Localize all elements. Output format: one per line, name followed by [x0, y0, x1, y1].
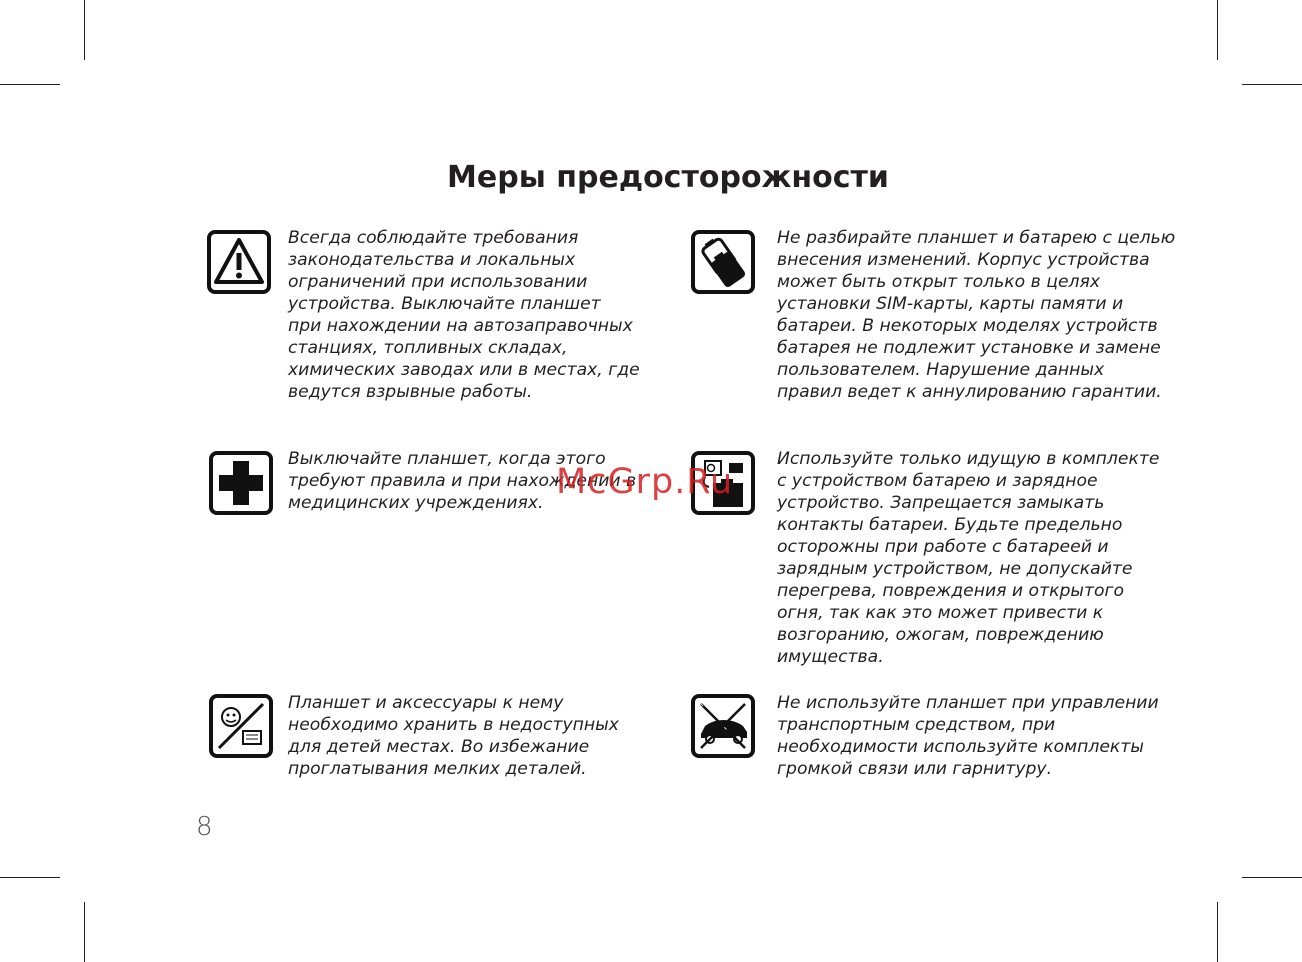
- watermark: McGrp.Ru: [556, 462, 734, 502]
- page-title: Меры предосторожности: [447, 160, 889, 195]
- crop-mark-right-top: [1242, 84, 1302, 85]
- crop-mark-bottom-right: [1217, 902, 1218, 962]
- crop-mark-top-left: [84, 0, 85, 60]
- no-driving-icon: [691, 694, 755, 758]
- medical-cross-icon: [209, 451, 273, 515]
- child-safety-icon: [209, 694, 273, 758]
- warning-triangle-icon: [207, 230, 271, 294]
- crop-mark-left-bottom: [0, 877, 60, 878]
- safety-text-disassembly: Не разбирайте планшет и батарею с целью внесения изменений. Корпус устройства может быть открыт только в целях установки SIM-карты, карты памяти и батареи. В некоторых моделях устройств батарея не подлежит установке и замене пользователем. Нарушение данных правил ведет к аннулированию гарантии.: [777, 228, 1176, 402]
- page-number: 8: [196, 812, 213, 842]
- crop-mark-top-right: [1217, 0, 1218, 60]
- crop-mark-left-top: [0, 84, 60, 85]
- safety-text-battery-charger: Используйте только идущую в комплекте с устройством батарею и зарядное устройство. Запрещается замыкать контакты батареи. Будьте предельно осторожны при работе с батареей и зарядным устройством, не допускайте перегрева, повреждения и открытого огня, так как это может привести к возгоранию, ожогам, повреждению имущества.: [777, 449, 1160, 667]
- crop-mark-right-bottom: [1242, 877, 1302, 878]
- safety-text-children: Планшет и аксессуары к нему необходимо хранить в недоступных для детей местах. Во избежание проглатывания мелких деталей.: [288, 693, 619, 779]
- safety-text-driving: Не используйте планшет при управлении транспортным средством, при необходимости используйте комплекты громкой связи или гарнитуру.: [777, 693, 1159, 779]
- crop-mark-bottom-left: [84, 902, 85, 962]
- safety-text-medical: Выключайте планшет, когда этого требуют правила и при нахождении в медицинских учреждениях.: [288, 449, 637, 513]
- battery-disassembly-icon: [691, 230, 755, 294]
- safety-text-fuel-stations: Всегда соблюдайте требования законодательства и локальных ограничений при использовании устройства. Выключайте планшет при нахождении на автозаправочных станциях, топливных складах, химических заводах или в местах, где ведутся взрывные работы.: [288, 228, 640, 402]
